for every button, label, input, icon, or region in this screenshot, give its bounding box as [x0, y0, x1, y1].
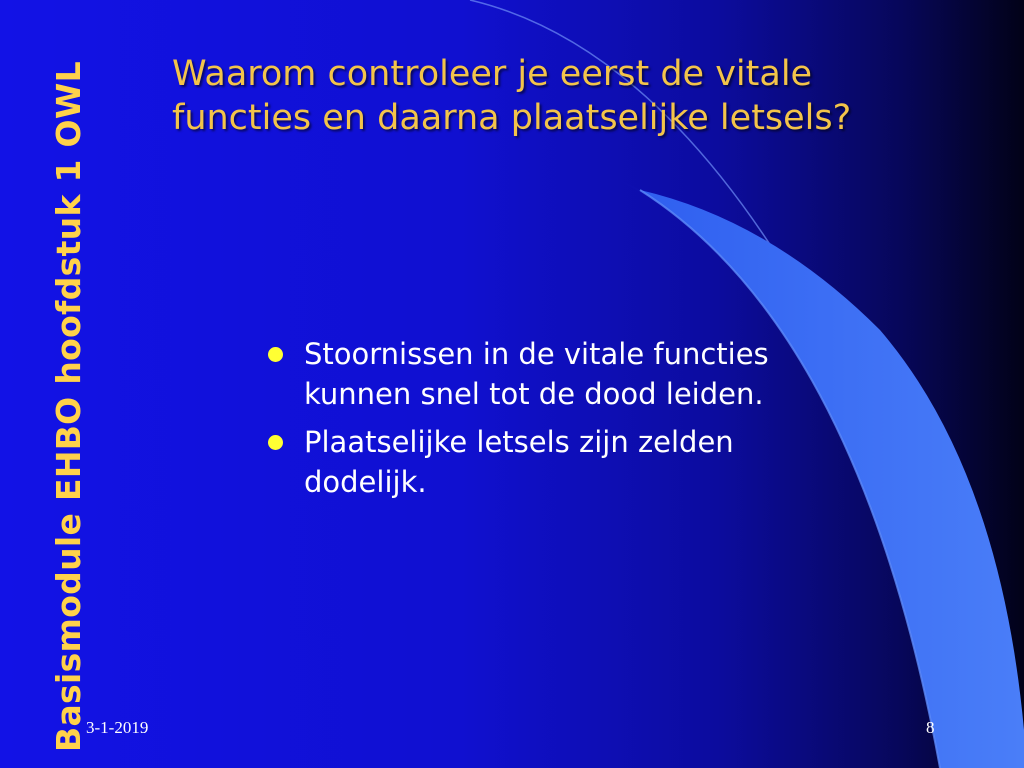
footer-date: 3-1-2019 [86, 718, 149, 737]
slide-title [172, 52, 962, 140]
side-course-label: Basismodule EHBO hoofdstuk 1 OWL [49, 61, 88, 752]
bullet-text-line-1: Plaatselijke letsels zijn zelden [304, 425, 734, 459]
slide-title-line-2: functies en daarna plaatselijke letsels? [172, 98, 852, 138]
bullet-dot-icon [268, 347, 283, 362]
bullet-text-line-2: dodelijk. [304, 465, 427, 499]
bullet-text-line-2: kunnen snel tot de dood leiden. [304, 377, 764, 411]
slide-title-line-1: Waarom controleer je eerst de vitale [172, 54, 813, 94]
footer-page-number: 8 [926, 718, 935, 737]
bullet-list [268, 334, 908, 510]
bullet-item [268, 422, 908, 502]
bullet-text-line-1: Stoornissen in de vitale functies [304, 337, 769, 371]
bullet-dot-icon [268, 435, 283, 450]
bullet-item [268, 334, 908, 414]
